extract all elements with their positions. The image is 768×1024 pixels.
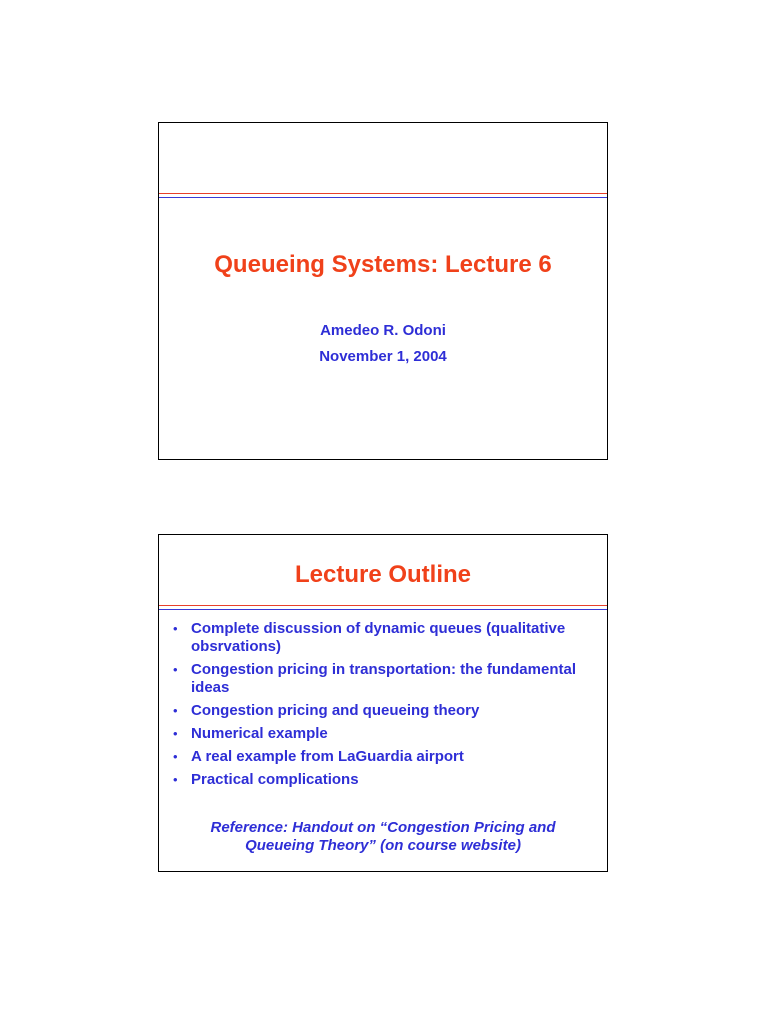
bullet-icon: • [173,621,178,636]
outline-list [173,620,597,794]
list-item-text: Congestion pricing in transportation: the fundamental ideas [191,661,576,696]
slide-title: Lecture Outline [294,561,472,588]
bullet-icon: • [173,772,178,787]
slide-title: Queueing Systems: Lecture 6 [214,251,552,278]
list-item-text: A real example from LaGuardia airport [191,748,464,765]
list-item [173,771,597,789]
outline-slide [158,534,608,872]
header-rule-blue [159,609,607,610]
author-name: Amedeo R. Odoni [320,322,446,339]
list-item-text: Complete discussion of dynamic queues (qualitative obsrvations) [191,620,566,655]
list-item [173,702,597,720]
list-item-text: Numerical example [191,725,328,742]
header-rule [159,193,607,198]
list-item-text: Congestion pricing and queueing theory [191,702,480,719]
list-item [173,620,597,656]
list-item [173,748,597,766]
bullet-icon: • [173,749,178,764]
header-rule-red [159,605,607,606]
title-slide [158,122,608,460]
header-rule-blue [159,197,607,198]
bullet-icon: • [173,662,178,677]
list-item-text: Practical complications [191,771,359,788]
reference-note: Reference: Handout on “Congestion Pricing and Queueing Theory” (on course website) [210,819,556,854]
header-rule-red [159,193,607,194]
bullet-icon: • [173,726,178,741]
list-item [173,725,597,743]
slide-meta [159,318,607,370]
header-rule [159,605,607,610]
lecture-date: November 1, 2004 [319,348,447,365]
list-item [173,661,597,697]
bullet-icon: • [173,703,178,718]
